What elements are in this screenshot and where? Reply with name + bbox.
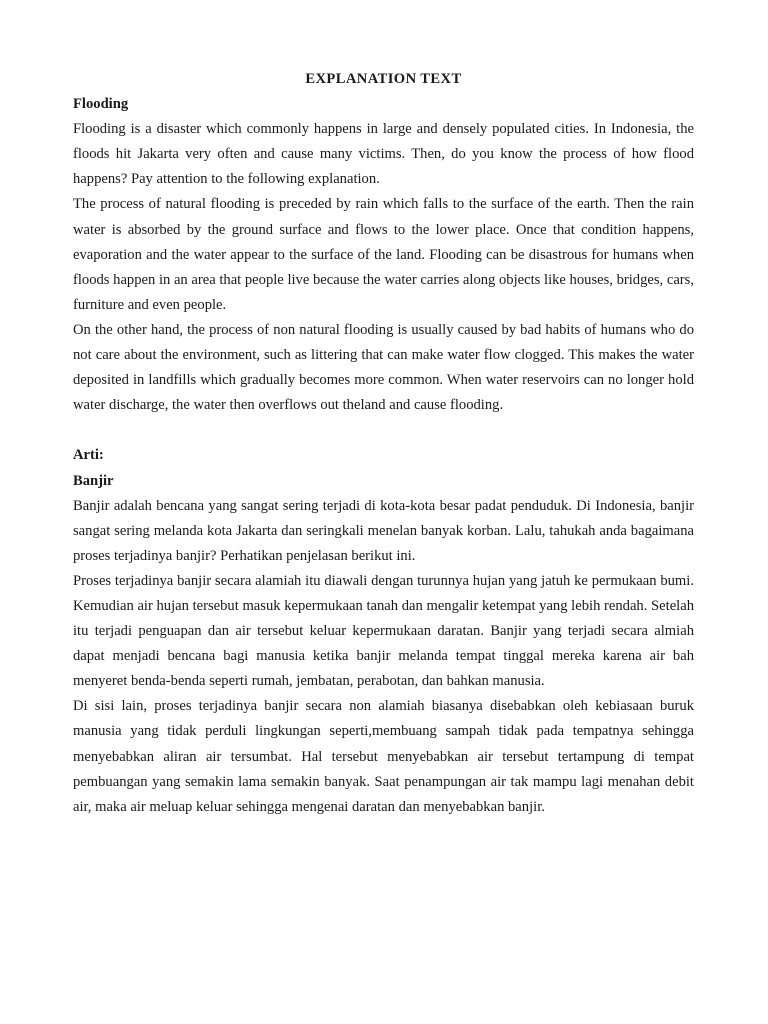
paragraph: The process of natural flooding is preceded by rain which falls to the surface of the earth. Then the rain water is absorbed by the ground surface and flows to the lower place. Once that condition happens, evaporation and the water appear to the surface of the land. Flooding can be disastrous for humans when floods happen in an area that people live because the water carries along objects like houses, bridges, cars, furniture and even people. bbox=[73, 196, 694, 313]
blank-line bbox=[73, 418, 694, 443]
document-title: EXPLANATION TEXT bbox=[305, 71, 462, 87]
paragraph: Flooding is a disaster which commonly happens in large and densely populated cities. In Indonesia, the floods hit Jakarta very often and cause many victims. Then, do you know the process of how flood happens? Pay attention to the following explanation. bbox=[73, 121, 694, 188]
paragraph: Banjir adalah bencana yang sangat sering terjadi di kota-kota besar padat penduduk. Di Indonesia, banjir sangat sering melanda kota Jakarta dan seringkali menelan banyak korban. Lalu, tahukah anda bagaimana proses terjadinya banjir? Perhatikan penjelasan berikut ini. bbox=[73, 497, 694, 564]
section-heading-flooding: Flooding bbox=[73, 96, 129, 113]
paragraph: Di sisi lain, proses terjadinya banjir secara non alamiah biasanya disebabkan oleh kebiasaan buruk manusia yang tidak perduli lingkungan seperti,membuang sampah tidak pada tempatnya sehingga menyebabkan aliran air tersumbat. Hal tersebut menyebabkan air tersebut tertampung di tempat pembuangan yang semakin lama semakin banyak. Saat penampungan air tak mampu lagi menahan debit air, maka air meluap keluar sehingga mengenai daratan dan menyebabkan banjir. bbox=[73, 698, 694, 815]
document-page bbox=[73, 67, 694, 820]
paragraph: Proses terjadinya banjir secara alamiah itu diawali dengan turunnya hujan yang jatuh ke permukaan bumi. Kemudian air hujan tersebut masuk kepermukaan tanah dan mengalir ketempat yang lebih rendah. Setelah itu terjadi penguapan dan air tersebut keluar kepermukaan daratan. Banjir yang terjadi secara almiah dapat menjadi bencana bagi manusia ketika banjir melanda tempat tinggal mereka karena air bah menyeret benda-benda seperti rumah, jembatan, perabotan, dan bahkan manusia. bbox=[73, 572, 694, 690]
section-heading-banjir: Banjir bbox=[73, 472, 114, 489]
paragraph: On the other hand, the process of non natural flooding is usually caused by bad habits of humans who do not care about the environment, such as littering that can make water flow clogged. This makes the water deposited in landfills which gradually becomes more common. When water reservoirs can no longer hold water discharge, the water then overflows out theland and cause flooding. bbox=[73, 321, 694, 414]
translation-label: Arti: bbox=[73, 447, 104, 464]
